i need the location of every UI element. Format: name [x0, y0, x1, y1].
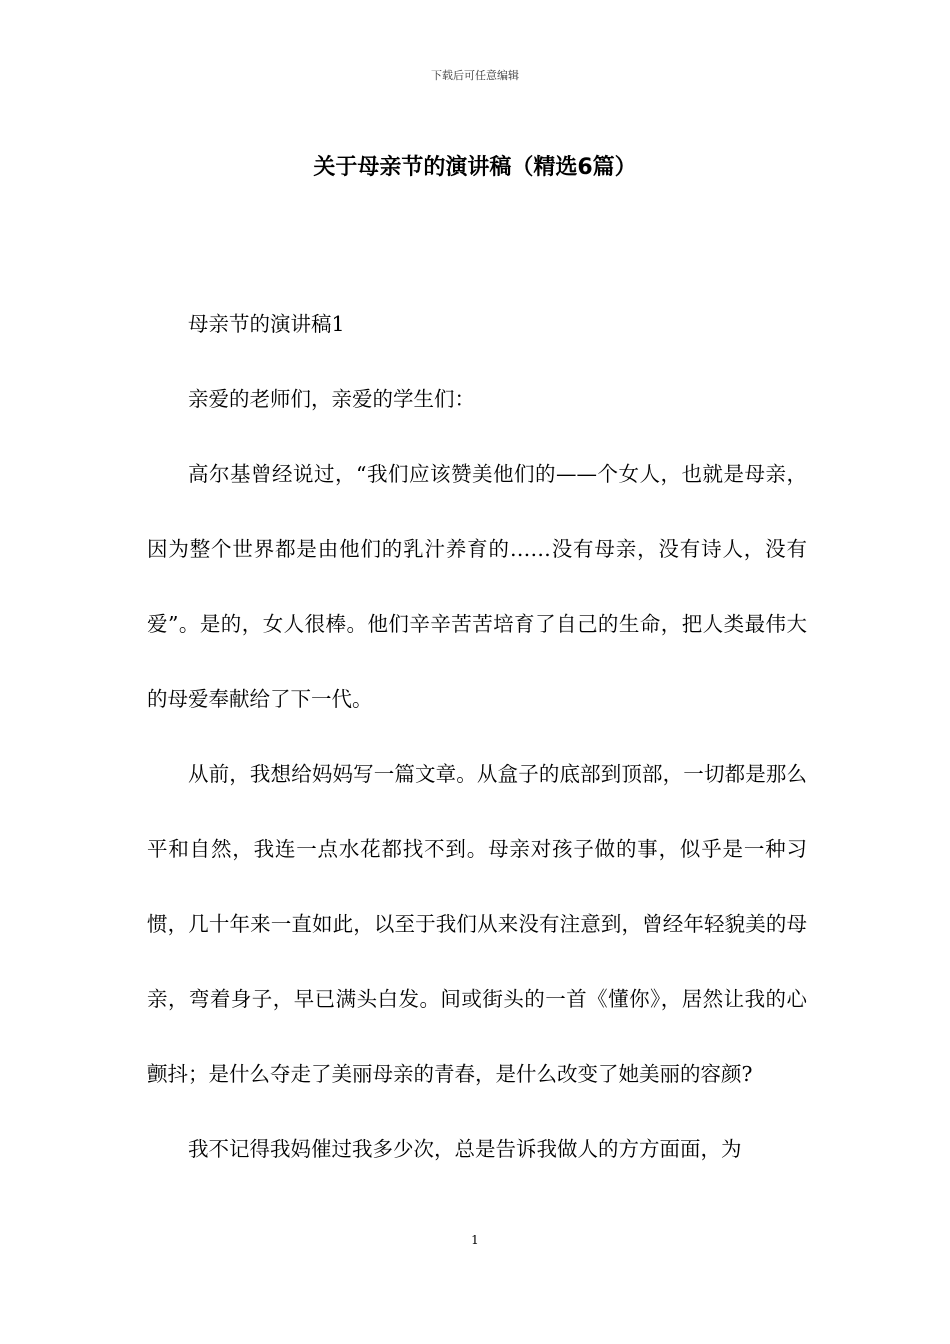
body-paragraph: 从前，我想给妈妈写一篇文章。从盒子的底部到顶部，一切都是那么平和自然，我连一点水花都找不到。母亲对孩子做的事，似乎是一种习惯，几十年来一直如此，以至于我们从来没有注意到，曾经年轻貌美的母亲，弯着身子，早已满头白发。间或街头的一首《懂你》，居然让我的心颤抖；是什么夺走了美丽母亲的青春，是什么改变了她美丽的容颜?	[147, 762, 807, 1086]
page-number: 1	[471, 1233, 479, 1247]
header-note: 下载后可任意编辑	[431, 69, 519, 82]
salutation-paragraph: 亲爱的老师们，亲爱的学生们：	[188, 387, 475, 411]
document-title: 关于母亲节的演讲稿（精选6篇）	[313, 155, 637, 180]
section-heading: 母亲节的演讲稿1	[188, 312, 345, 336]
body-paragraph: 我不记得我妈催过我多少次，总是告诉我做人的方方面面，为	[188, 1137, 742, 1161]
document-body	[147, 287, 807, 1187]
body-paragraph: 高尔基曾经说过，“我们应该赞美他们的——个女人，也就是母亲，因为整个世界都是由他们的乳汁养育的……没有母亲，没有诗人，没有爱”。是的，女人很棒。他们辛辛苦苦培育了自己的生命，把人类最伟大的母爱奉献给了下一代。	[147, 462, 807, 711]
